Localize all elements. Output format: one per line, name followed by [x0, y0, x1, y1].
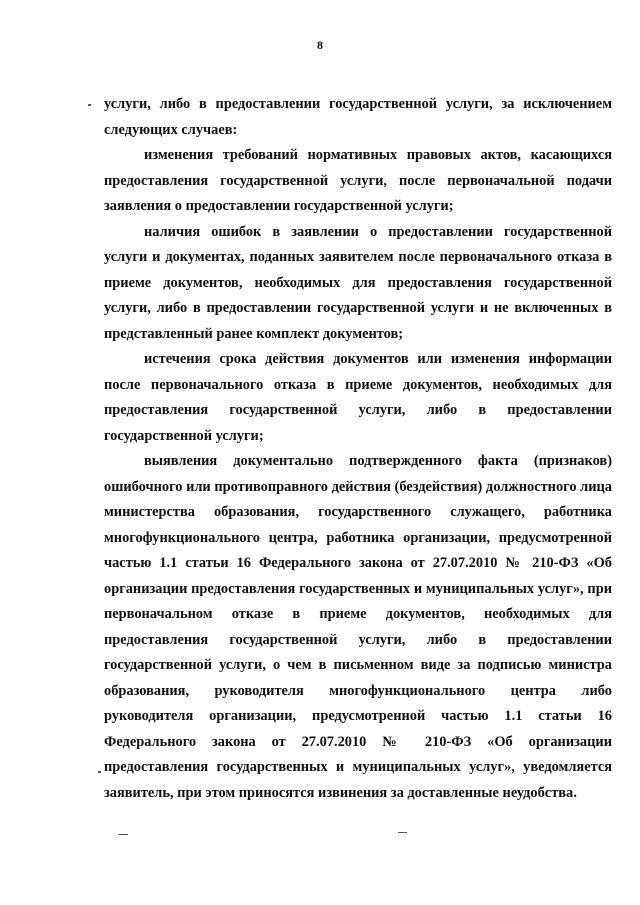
paragraph-continuation: услуги, либо в предоставлении государственной услуги, за исключением следующих случаев: [104, 96, 612, 138]
page-number: 8 [317, 38, 323, 52]
paragraph-official-error: выявления документально подтвержденного факта (признаков) ошибочного или противоправного действия (бездействия) должностного лица министерства образования, государственного служащего, работника многофункционального центра, работника организации, предусмотренной частью 1.1 статьи 16 Федерального закона от 27.07.2010 № 210-ФЗ «Об организации предоставления государственных и муниципальных услуг», при первоначальном отказе в приеме документов, необходимых для предоставления государственной услуги, либо в предоставлении государственной услуги, о чем в письменном виде за подписью министра образования, руководителя многофункционального центра либо руководителя организации, предусмотренной частью 1.1 статьи 16 Федерального закона от 27.07.2010 № 210-ФЗ «Об организации предоставления государственных и муниципальных услуг», уведомляется заявитель, при этом приносятся извинения за доставленные неудобства. [104, 453, 612, 801]
scan-speck [398, 832, 407, 833]
scan-speck [118, 834, 128, 835]
paragraph-regulation-changes: изменения требований нормативных правовых актов, касающихся предоставления государственной услуги, после первоначальной подачи заявления о предоставлении государственной услуги; [104, 147, 612, 214]
scan-speck [98, 771, 101, 773]
paragraph-application-errors: наличия ошибок в заявлении о предоставлении государственной услуги и документах, поданных заявителем после первоначального отказа в приеме документов, необходимых для предоставления государственной услуги, либо в предоставлении государственной услуги и не включенных в представленный ранее комплект документов; [104, 223, 612, 342]
paragraph-document-expiry: истечения срока действия документов или изменения информации после первоначального отказа в приеме документов, необходимых для предоставления государственной услуги, либо в предоставлении государственной услуги; [104, 351, 612, 444]
document-body [104, 92, 612, 806]
scan-speck [88, 104, 91, 106]
